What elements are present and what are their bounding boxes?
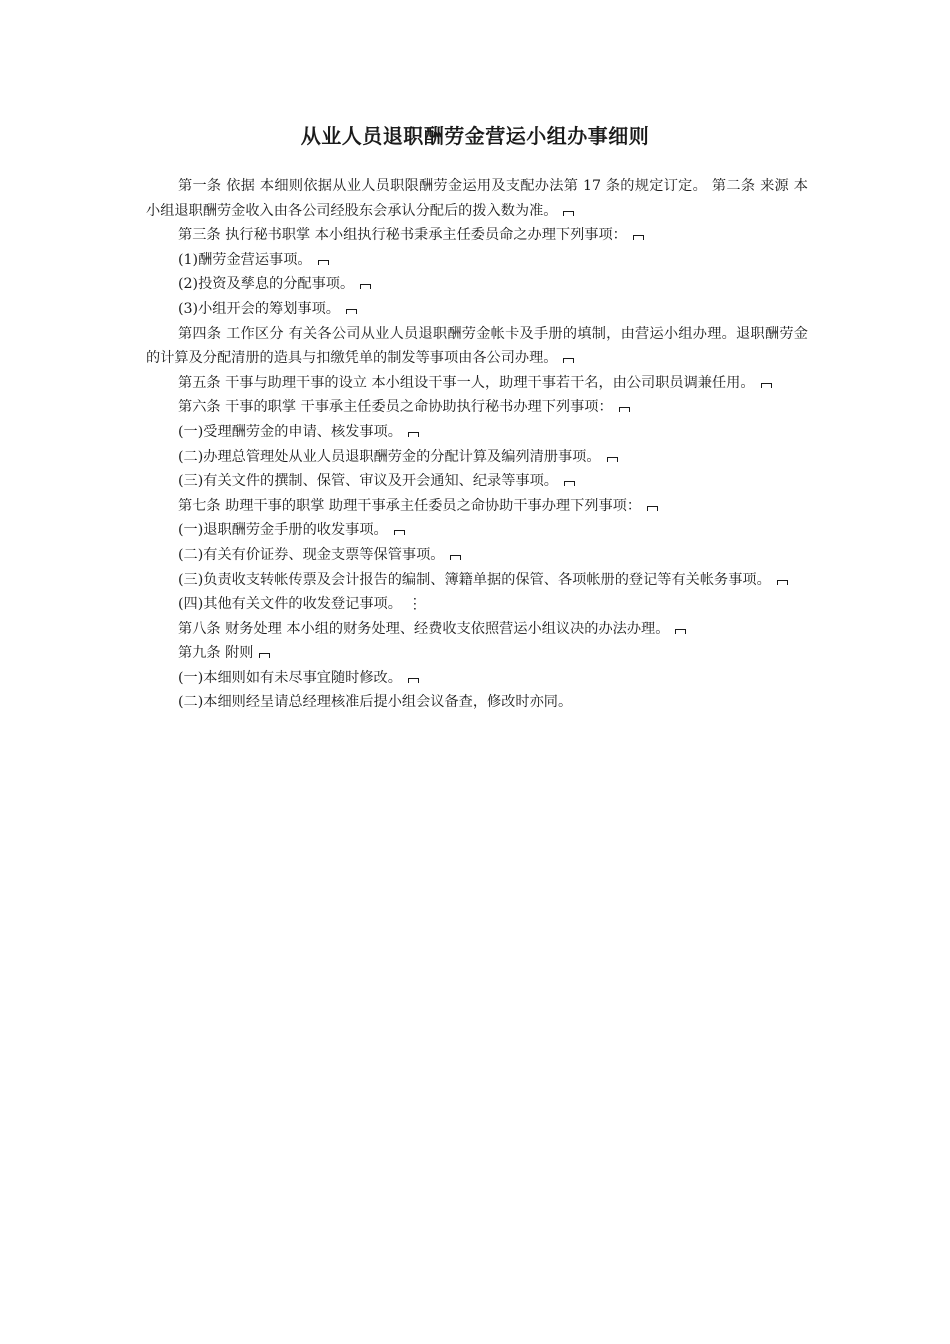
paragraph-text: 第一条 依据 本细则依据从业人员职限酬劳金运用及支配办法第 17 条的规定订定。 第二条 来源 本小组退职酬劳金收入由各公司经股东会承认分配后的拨入数为准。 xyxy=(146,178,808,219)
paragraph xyxy=(146,248,808,273)
paragraph-text: (三)负责收支转帐传票及会计报告的编制、簿籍单据的保管、各项帐册的登记等有关帐务事项。 xyxy=(178,571,771,588)
paragraph-text: (1)酬劳金营运事项。 xyxy=(178,251,312,268)
paragraph xyxy=(146,420,808,445)
paragraph-mark-icon xyxy=(607,457,618,462)
paragraph xyxy=(146,322,808,371)
paragraph xyxy=(146,568,808,593)
paragraph-text: (一)本细则如有未尽事宜随时修改。 xyxy=(178,669,402,686)
paragraph-text: 第九条 附则 xyxy=(178,645,254,662)
paragraph xyxy=(146,690,808,715)
paragraph-text: (2)投资及孳息的分配事项。 xyxy=(178,276,355,293)
paragraph-mark-icon xyxy=(563,211,574,216)
paragraph xyxy=(146,469,808,494)
paragraph-text: 第三条 执行秘书职掌 本小组执行秘书秉承主任委员命之办理下列事项： xyxy=(178,227,627,244)
paragraph xyxy=(146,543,808,568)
paragraph-text: 第六条 干事的职掌 干事承主任委员之命协助执行秘书办理下列事项： xyxy=(178,399,613,416)
paragraph-mark-icon xyxy=(647,506,658,511)
paragraph-text: (二)有关有价证券、现金支票等保管事项。 xyxy=(178,546,445,563)
paragraph-mark-icon xyxy=(346,309,357,314)
paragraph-mark-icon xyxy=(408,678,419,683)
paragraph xyxy=(146,518,808,543)
paragraph-mark-icon xyxy=(777,580,788,585)
paragraph xyxy=(146,395,808,420)
paragraph xyxy=(146,297,808,322)
paragraph xyxy=(146,272,808,297)
paragraph xyxy=(146,592,808,617)
paragraph-mark-icon xyxy=(259,653,270,658)
paragraph-mark-icon xyxy=(675,629,686,634)
paragraph-mark-icon xyxy=(564,481,575,486)
paragraph xyxy=(146,641,808,666)
paragraph-mark-icon xyxy=(360,284,371,289)
paragraph xyxy=(146,223,808,248)
paragraph xyxy=(146,174,808,223)
paragraph-text: (三)有关文件的撰制、保管、审议及开会通知、纪录等事项。 xyxy=(178,473,558,490)
paragraph-mark-icon xyxy=(633,235,644,240)
vertical-ellipsis-icon: ⋮ xyxy=(407,596,423,613)
paragraph-text: 第四条 工作区分 有关各公司从业人员退职酬劳金帐卡及手册的填制，由营运小组办理。退职酬劳金的计算及分配清册的造具与扣缴凭单的制发等事项由各公司办理。 xyxy=(146,325,808,367)
paragraph-text: (一)受理酬劳金的申请、核发事项。 xyxy=(178,423,402,440)
paragraph-text: (四)其他有关文件的收发登记事项。 xyxy=(178,596,402,613)
paragraph xyxy=(146,617,808,642)
paragraph xyxy=(146,494,808,519)
paragraph xyxy=(146,445,808,470)
paragraph-mark-icon xyxy=(408,432,419,437)
document-title: 从业人员退职酬劳金营运小组办事细则 xyxy=(300,124,650,148)
paragraph-mark-icon xyxy=(394,530,405,535)
paragraph-text: (二)本细则经呈请总经理核准后提小组会议备查，修改时亦同。 xyxy=(178,694,573,711)
paragraph-text: 第五条 干事与助理干事的设立 本小组设干事一人，助理干事若干名，由公司职员调兼任用。 xyxy=(178,374,755,391)
paragraph xyxy=(146,666,808,691)
paragraph-mark-icon xyxy=(318,260,329,265)
paragraph-text: 第七条 助理干事的职掌 助理干事承主任委员之命协助干事办理下列事项： xyxy=(178,497,642,514)
paragraph-text: 第八条 财务处理 本小组的财务处理、经费收支依照营运小组议决的办法办理。 xyxy=(178,620,670,637)
paragraph-mark-icon xyxy=(450,555,461,560)
paragraph-text: (3)小组开会的筹划事项。 xyxy=(178,300,340,317)
paragraph-text: (二)办理总管理处从业人员退职酬劳金的分配计算及编列清册事项。 xyxy=(178,448,601,465)
paragraph-text: (一)退职酬劳金手册的收发事项。 xyxy=(178,522,388,539)
paragraph-mark-icon xyxy=(761,383,772,388)
document-body xyxy=(146,174,808,715)
paragraph-mark-icon xyxy=(619,407,630,412)
paragraph-mark-icon xyxy=(563,358,574,363)
paragraph xyxy=(146,371,808,396)
